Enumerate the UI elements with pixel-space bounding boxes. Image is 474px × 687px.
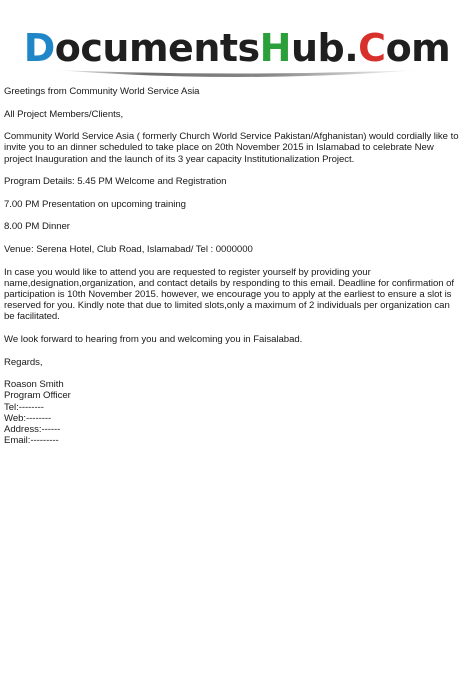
signature-name: Roason Smith bbox=[4, 379, 64, 391]
logo-text-ocuments: ocuments bbox=[54, 26, 260, 70]
signature-title: Program Officer bbox=[4, 390, 71, 402]
logo-letter-d: D bbox=[23, 26, 55, 70]
logo-text-ub: ub bbox=[290, 26, 345, 70]
signature-tel: Tel:-------- bbox=[4, 401, 44, 413]
letter-program-details: Program Details: 5.45 PM Welcome and Registration bbox=[4, 176, 227, 188]
letter-dinner: 8.00 PM Dinner bbox=[4, 221, 70, 233]
logo-letter-c: C bbox=[358, 26, 386, 70]
letter-regards: Regards, bbox=[4, 356, 43, 368]
letter-venue: Venue: Serena Hotel, Club Road, Islamabad/ Tel : 0000000 bbox=[4, 243, 253, 255]
letter-closing-line: We look forward to hearing from you and welcoming you in Faisalabad. bbox=[4, 333, 303, 345]
documentshub-logo bbox=[0, 26, 474, 70]
logo-swoosh-icon bbox=[54, 68, 420, 82]
signature-web: Web:-------- bbox=[4, 412, 52, 424]
letter-intro: Community World Service Asia ( formerly Church World Service Pakistan/Afghanistan) would cordially like to invite you to an dinner scheduled to take place on 20th November 2015 in Islamabad to celebrate New project Inauguration and the launch of its 3 year capacity Institutionalization Project. bbox=[4, 131, 459, 165]
signature-block bbox=[4, 379, 462, 446]
logo-text-om: om bbox=[385, 26, 451, 70]
letter-greeting: Greetings from Community World Service Asia bbox=[4, 86, 200, 97]
signature-address: Address:------ bbox=[4, 423, 61, 435]
letter-registration: In case you would like to attend you are requested to register yourself by providing your name,designation,organization, and contact details by responding to this email. Deadline for confirmation of participation is 10th November 2015. however, we encourage you to apply at the earliest to ensure a slot is reserved for you. Kindly note that due to limited slots,only a maximum of 2 individuals per organization can be facilitated. bbox=[4, 266, 455, 323]
logo-dot: . bbox=[344, 26, 359, 70]
signature-email: Email:--------- bbox=[4, 435, 59, 447]
letter-presentation: 7.00 PM Presentation on upcoming training bbox=[4, 198, 186, 210]
letter-salutation: All Project Members/Clients, bbox=[4, 108, 124, 120]
letter-body bbox=[4, 86, 462, 446]
logo-letter-h: H bbox=[259, 26, 291, 70]
